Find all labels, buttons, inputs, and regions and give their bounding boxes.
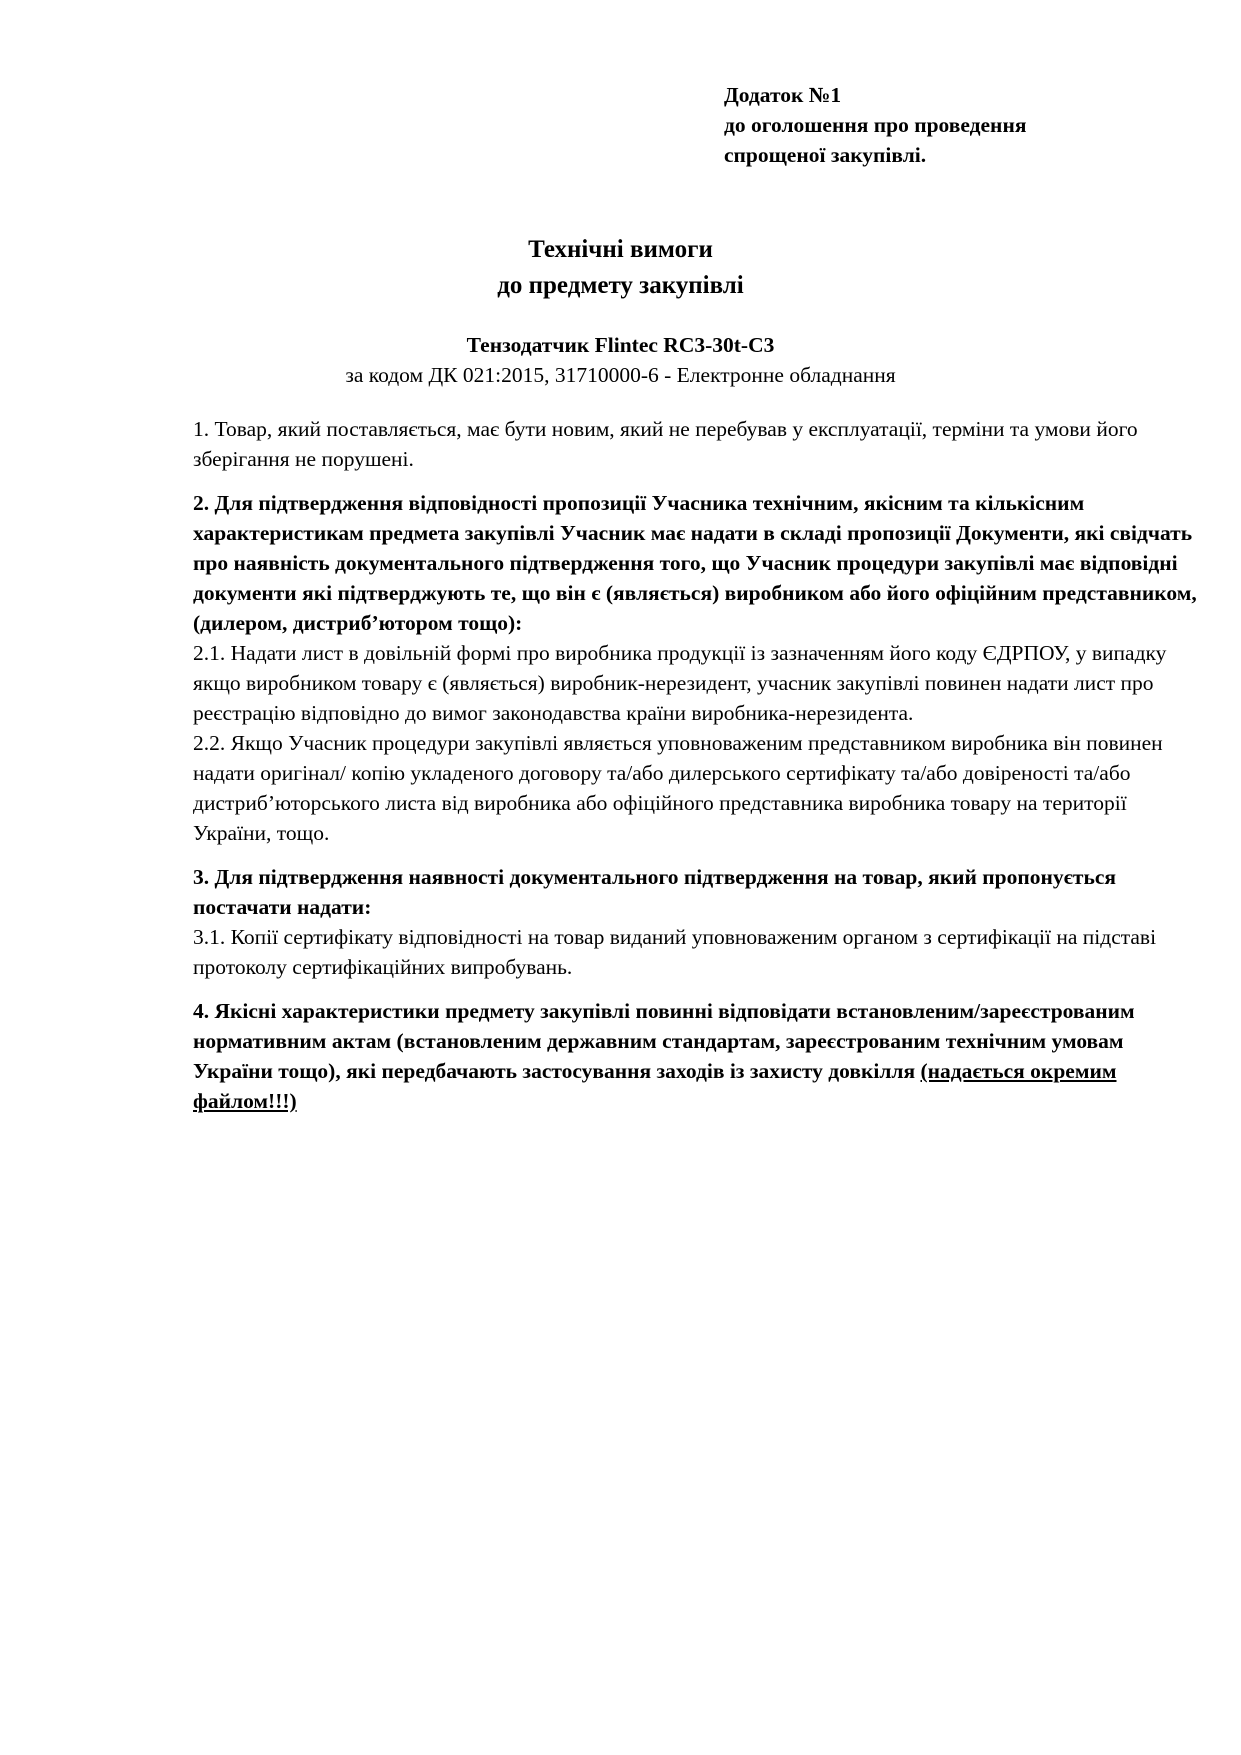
product-code: за кодом ДК 021:2015, 31710000-6 - Електронне обладнання [345,363,896,387]
annex-line-3: спрощеної закупівлі. [724,143,927,167]
paragraph-3-heading: 3. Для підтвердження наявності документального підтвердження на товар, який пропонується постачати надати: [193,865,1117,919]
paragraph-2-2: 2.2. Якщо Учасник процедури закупівлі являється уповноваженим представником виробника він повинен надати оригінал/ копію укладеного договору та/або дилерського сертифікату та/або довіреності та/або дистриб’юторського листа від виробника або офіційного представника виробника товару на території України, тощо. [193,731,1163,845]
product-name: Тензодатчик Flintec RC3-30t-C3 [466,333,775,357]
paragraph-4 [193,996,1203,1116]
annex-header [724,80,1184,170]
paragraph-4-note: (надається окремим файлом!!!) [193,1059,1117,1113]
title-line-1: Технічні вимоги [528,236,713,263]
product-block [0,330,1241,390]
annex-number: Додаток №1 [724,83,842,107]
document-body [193,414,1203,1116]
annex-line-2: до оголошення про проведення [724,113,1027,137]
paragraph-3-1: 3.1. Копії сертифікату відповідності на товар виданий уповноваженим органом з сертифікації на підставі протоколу сертифікаційних випробувань. [193,925,1157,979]
title-line-2: до предмету закупівлі [497,272,744,299]
document-title [0,232,1241,304]
paragraph-2-heading: 2. Для підтвердження відповідності пропозиції Учасника технічним, якісним та кількісним характеристикам предмета закупівлі Учасник має надати в складі пропозиції Документи, які свідчать про наявність документального підтвердження того, що Учасник процедури закупівлі має відповідні документи які підтверджують те, що він є (являється) виробником або його офіційним представником, (дилером, дистриб’ютором тощо): [193,491,1197,635]
paragraph-1: 1. Товар, який поставляється, має бути новим, який не перебував у експлуатації, терміни та умови його зберігання не порушені. [193,417,1138,471]
paragraph-2-1: 2.1. Надати лист в довільній формі про виробника продукції із зазначенням його коду ЄДРПОУ, у випадку якщо виробником товару є (являється) виробник-нерезидент, учасник закупівлі повинен надати лист про реєстрацію відповідно до вимог законодавства країни виробника-нерезидента. [193,641,1167,725]
paragraph-4-heading: 4. Якісні характеристики предмету закупівлі повинні відповідати встановленим/зареєстрованим нормативним актам (встановленим державним стандартам, зареєстрованим технічним умовам України тощо), які передбачають застосування заходів із захисту довкілля [193,999,1135,1083]
